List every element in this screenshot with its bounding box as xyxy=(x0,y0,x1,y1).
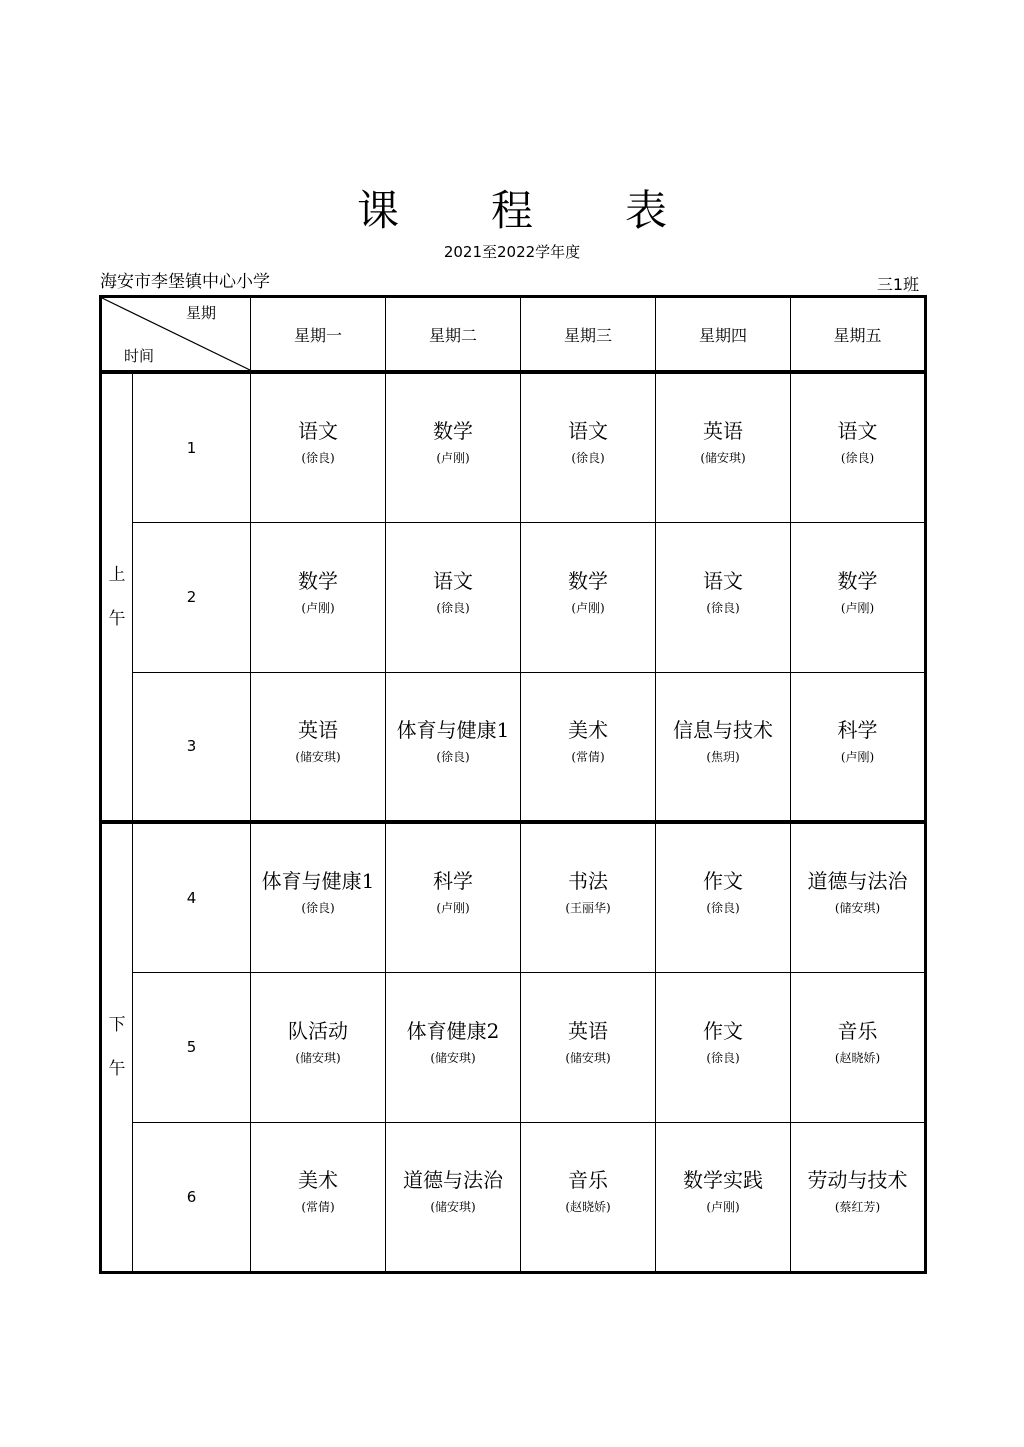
teacher-name: (储安琪) xyxy=(834,901,881,916)
lesson-cell xyxy=(251,822,386,972)
day-header: 星期四 xyxy=(656,297,791,373)
period-number: 1 xyxy=(133,372,251,522)
lesson-cell xyxy=(791,672,926,822)
teacher-name: (卢刚) xyxy=(706,1200,740,1214)
period-number: 3 xyxy=(133,672,251,822)
title-char: 表 xyxy=(625,186,668,235)
subject-name: 语文 xyxy=(837,419,878,444)
teacher-name: (徐良) xyxy=(706,1050,740,1065)
lesson-cell xyxy=(521,822,656,972)
lesson-cell xyxy=(656,672,791,822)
subject-name: 音乐 xyxy=(837,1018,878,1043)
day-header: 星期三 xyxy=(521,297,656,373)
teacher-name: (储安琪) xyxy=(295,749,341,764)
teacher-name: (常倩) xyxy=(301,1200,335,1214)
teacher-name: (储安琪) xyxy=(295,1050,341,1065)
teacher-name: (焦玥) xyxy=(706,749,740,764)
corner-weekday-label: 星期 xyxy=(185,304,216,322)
subject-name: 道德与法治 xyxy=(403,1168,503,1192)
subject-name: 体育与健康1 xyxy=(261,869,375,894)
title-char: 程 xyxy=(490,186,533,235)
subject-name: 语文 xyxy=(433,568,473,593)
lesson-cell xyxy=(386,522,521,672)
school-name: 海安市李堡镇中心小学 xyxy=(100,272,270,292)
subject-name: 数学 xyxy=(568,568,608,593)
subject-name: 书法 xyxy=(568,869,608,894)
table-row xyxy=(101,972,926,1122)
teacher-name: (徐良) xyxy=(840,451,875,466)
lesson-cell xyxy=(656,522,791,672)
period-number: 5 xyxy=(133,972,251,1122)
schedule-body xyxy=(101,372,926,1272)
lesson-cell xyxy=(521,372,656,522)
subject-name: 劳动与技术 xyxy=(807,1168,908,1192)
subject-name: 英语 xyxy=(703,419,743,444)
subject-name: 美术 xyxy=(568,717,608,742)
table-row xyxy=(101,672,926,822)
lesson-cell xyxy=(386,822,521,972)
half-day-char: 下 xyxy=(108,1015,126,1036)
header-row xyxy=(101,297,926,373)
lesson-cell xyxy=(521,522,656,672)
subject-name: 科学 xyxy=(837,717,878,742)
subject-name: 英语 xyxy=(568,1018,608,1043)
lesson-cell xyxy=(791,822,926,972)
teacher-name: (常倩) xyxy=(571,749,605,764)
subject-name: 数学 xyxy=(433,419,473,444)
lesson-cell xyxy=(791,1122,926,1272)
teacher-name: (卢刚) xyxy=(436,451,470,466)
subject-name: 作文 xyxy=(703,869,743,894)
teacher-name: (赵晓娇) xyxy=(565,1200,611,1214)
lesson-cell xyxy=(791,372,926,522)
day-header: 星期二 xyxy=(386,297,521,373)
teacher-name: (蔡红芳) xyxy=(834,1200,881,1214)
teacher-name: (卢刚) xyxy=(571,600,605,615)
teacher-name: (储安琪) xyxy=(430,1200,476,1214)
subject-name: 数学 xyxy=(298,568,338,593)
lesson-cell xyxy=(251,1122,386,1272)
lesson-cell xyxy=(656,822,791,972)
school-year: 2021至2022学年度 xyxy=(443,243,581,261)
subject-name: 美术 xyxy=(298,1168,338,1192)
day-header: 星期一 xyxy=(251,297,386,373)
subject-name: 队活动 xyxy=(288,1018,348,1043)
subject-name: 数学 xyxy=(837,568,878,593)
half-day-char: 上 xyxy=(108,565,126,585)
teacher-name: (徐良) xyxy=(301,451,335,466)
table-row xyxy=(101,822,926,972)
lesson-cell xyxy=(521,972,656,1122)
lesson-cell xyxy=(656,372,791,522)
subject-name: 体育健康2 xyxy=(406,1018,500,1043)
lesson-cell xyxy=(656,1122,791,1272)
page-title xyxy=(0,178,1024,238)
schedule-table xyxy=(99,295,927,1274)
teacher-name: (储安琪) xyxy=(700,451,746,466)
corner-cell xyxy=(101,297,251,373)
table-row xyxy=(101,522,926,672)
morning-label xyxy=(101,372,133,822)
lesson-cell xyxy=(386,672,521,822)
teacher-name: (储安琪) xyxy=(430,1050,476,1065)
subject-name: 语文 xyxy=(568,419,608,444)
lesson-cell xyxy=(521,1122,656,1272)
lesson-cell xyxy=(521,672,656,822)
period-number: 2 xyxy=(133,522,251,672)
lesson-cell xyxy=(386,1122,521,1272)
subject-name: 语文 xyxy=(298,419,338,444)
half-day-char: 午 xyxy=(108,609,126,629)
subject-name: 数学实践 xyxy=(683,1168,763,1192)
lesson-cell xyxy=(791,522,926,672)
lesson-cell xyxy=(386,372,521,522)
title-char: 课 xyxy=(356,186,399,235)
lesson-cell xyxy=(251,522,386,672)
table-row xyxy=(101,372,926,522)
teacher-name: (徐良) xyxy=(706,600,740,615)
lesson-cell xyxy=(251,672,386,822)
table-row xyxy=(101,1122,926,1272)
teacher-name: (卢刚) xyxy=(436,901,470,916)
teacher-name: (徐良) xyxy=(436,600,470,615)
lesson-cell xyxy=(386,972,521,1122)
teacher-name: (储安琪) xyxy=(565,1050,611,1065)
subject-name: 道德与法治 xyxy=(807,869,908,894)
teacher-name: (王丽华) xyxy=(565,901,611,916)
subject-name: 英语 xyxy=(298,717,338,742)
subject-name: 语文 xyxy=(703,568,743,593)
teacher-name: (徐良) xyxy=(301,901,335,916)
subject-name: 科学 xyxy=(433,869,473,894)
teacher-name: (卢刚) xyxy=(840,749,875,764)
teacher-name: (徐良) xyxy=(571,451,605,466)
teacher-name: (徐良) xyxy=(436,749,470,764)
subject-name: 作文 xyxy=(703,1018,743,1043)
corner-time-label: 时间 xyxy=(124,347,155,365)
teacher-name: (卢刚) xyxy=(301,600,335,615)
afternoon-label xyxy=(101,822,133,1272)
half-day-char: 午 xyxy=(108,1059,126,1080)
teacher-name: (赵晓娇) xyxy=(834,1050,881,1065)
teacher-name: (徐良) xyxy=(706,901,740,916)
class-name: 三1班 xyxy=(876,275,919,294)
subject-name: 信息与技术 xyxy=(673,717,773,742)
period-number: 4 xyxy=(133,822,251,972)
teacher-name: (卢刚) xyxy=(840,600,875,615)
day-header: 星期五 xyxy=(791,297,926,373)
lesson-cell xyxy=(791,972,926,1122)
period-number: 6 xyxy=(133,1122,251,1272)
subject-name: 体育与健康1 xyxy=(396,717,510,742)
lesson-cell xyxy=(656,972,791,1122)
lesson-cell xyxy=(251,372,386,522)
lesson-cell xyxy=(251,972,386,1122)
subject-name: 音乐 xyxy=(568,1168,608,1192)
